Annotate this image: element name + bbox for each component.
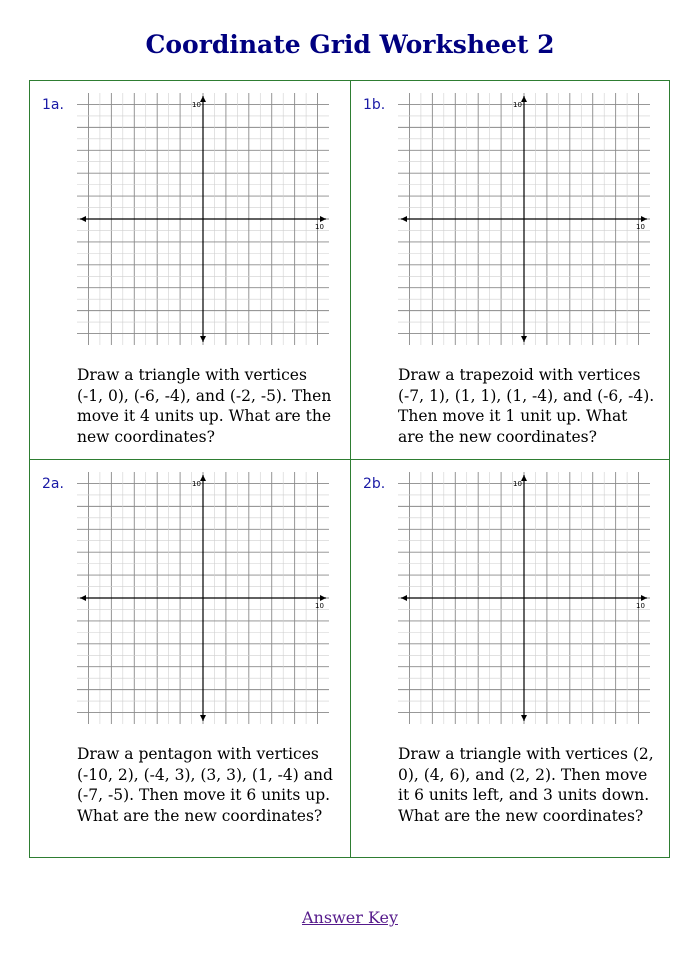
problem-label: 2a.: [42, 476, 64, 492]
x-axis-left-arrow: [80, 595, 86, 601]
y-axis-down-arrow: [521, 336, 527, 342]
x-axis-left-arrow: [401, 216, 407, 222]
x-axis-right-arrow: [320, 216, 326, 222]
x-axis-right-arrow: [641, 595, 647, 601]
problem-label: 2b.: [363, 476, 386, 492]
y-axis-label: 10: [192, 101, 201, 109]
problem-text: Draw a trapezoid with vertices (-7, 1), (1, 1), (1, -4), and (-6, -4). Then move it 1 unit up. What are the new coordinates?: [398, 366, 655, 446]
x-axis-label: 10: [315, 223, 324, 231]
problem-cell: [350, 81, 670, 459]
y-axis-down-arrow: [200, 715, 206, 721]
x-axis-label: 10: [315, 602, 324, 610]
problem-text: Draw a triangle with vertices (-1, 0), (-6, -4), and (-2, -5). Then move it 4 units up. What are the new coordinates?: [77, 366, 332, 446]
y-axis-label: 10: [513, 480, 522, 488]
y-axis-down-arrow: [521, 715, 527, 721]
coordinate-grid: [77, 93, 329, 345]
problem-text: Draw a pentagon with vertices (-10, 2), (-4, 3), (3, 3), (1, -4) and (-7, -5). Then move it 6 units up. What are the new coordinates?: [77, 745, 333, 825]
problem-cell: [30, 459, 350, 857]
x-axis-label: 10: [636, 602, 645, 610]
problem-text: Draw a triangle with vertices (2, 0), (4, 6), and (2, 2). Then move it 6 units left, and 3 units down. What are the new coordinates?: [398, 745, 654, 825]
worksheet-table: [29, 80, 670, 858]
x-axis-left-arrow: [401, 595, 407, 601]
x-axis-right-arrow: [320, 595, 326, 601]
problem-label: 1a.: [42, 97, 64, 113]
answer-key-container: [0, 908, 700, 927]
coordinate-grid: [398, 93, 650, 345]
y-axis-down-arrow: [200, 336, 206, 342]
x-axis-left-arrow: [80, 216, 86, 222]
answer-key-link[interactable]: Answer Key: [302, 908, 398, 927]
problem-cell: [350, 459, 670, 857]
coordinate-grid: [398, 472, 650, 724]
y-axis-label: 10: [192, 480, 201, 488]
problem-label: 1b.: [363, 97, 386, 113]
coordinate-grid: [77, 472, 329, 724]
problem-cell: [30, 81, 350, 459]
page-title: Coordinate Grid Worksheet 2: [145, 30, 555, 59]
x-axis-label: 10: [636, 223, 645, 231]
x-axis-right-arrow: [641, 216, 647, 222]
y-axis-label: 10: [513, 101, 522, 109]
